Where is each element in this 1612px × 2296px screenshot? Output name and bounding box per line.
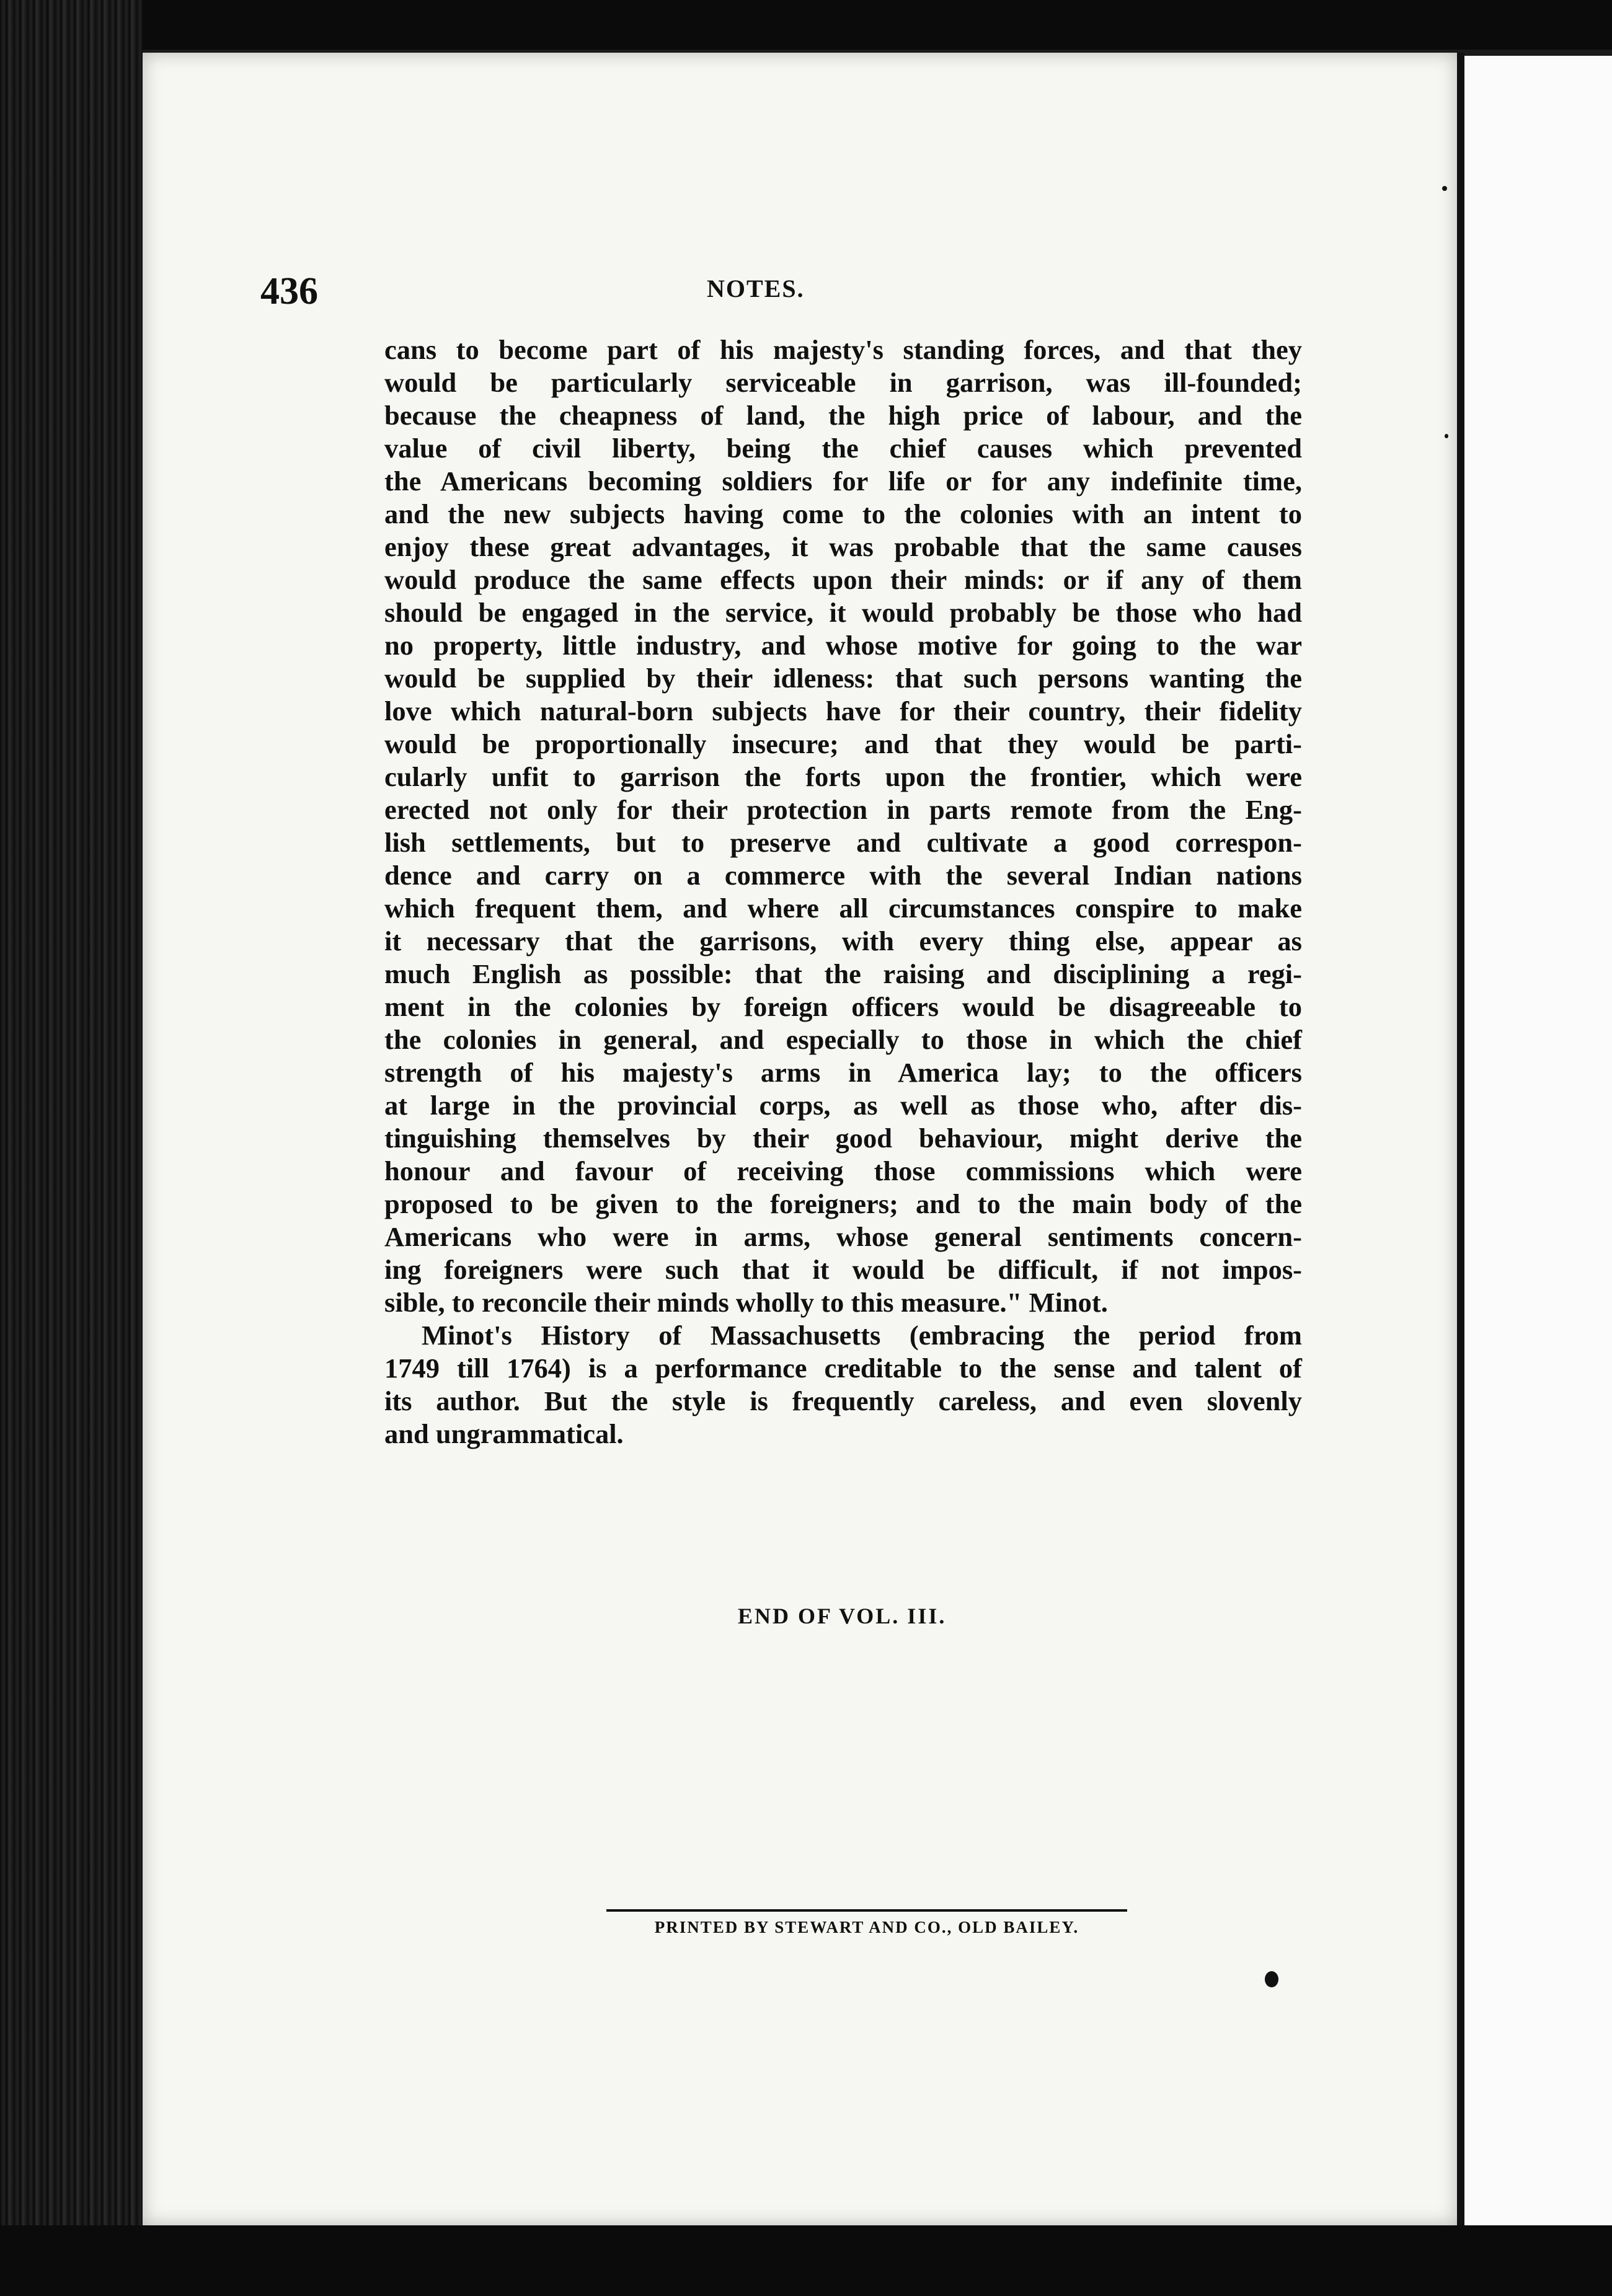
ink-spot	[1265, 1971, 1278, 1987]
text-line: no property, little industry, and whose motive for going to the war	[384, 630, 1302, 661]
text-line: cularly unfit to garrison the forts upon the frontier, which were	[384, 761, 1302, 792]
facing-page-edge	[1464, 56, 1612, 2225]
text-line: would be proportionally insecure; and that they would be parti-	[384, 728, 1302, 759]
text-line: at large in the provincial corps, as well as those who, after dis-	[384, 1090, 1302, 1121]
text-line: Minot's History of Massachusetts (embracing the period from	[422, 1320, 1302, 1351]
scan-border-left	[0, 0, 143, 2296]
text-line: ing foreigners were such that it would be difficult, if not impos-	[384, 1254, 1302, 1285]
text-line: would be supplied by their idleness: that such persons wanting the	[384, 663, 1302, 694]
text-line: the colonies in general, and especially to those in which the chief	[384, 1024, 1302, 1055]
text-line: and the new subjects having come to the colonies with an intent to	[384, 498, 1302, 529]
text-line: much English as possible: that the raising and disciplining a regi-	[384, 958, 1302, 989]
text-line: value of civil liberty, being the chief causes which prevented	[384, 433, 1302, 464]
page-gutter	[1457, 53, 1464, 2225]
text-line: which frequent them, and where all circumstances conspire to make	[384, 893, 1302, 924]
printer-rule	[606, 1909, 1127, 1912]
text-line: it necessary that the garrisons, with every thing else, appear as	[384, 925, 1302, 956]
printer-imprint: PRINTED BY STEWART AND CO., OLD BAILEY.	[654, 1918, 1079, 1936]
text-line: the Americans becoming soldiers for life or for any indefinite time,	[384, 466, 1302, 497]
text-line: and ungrammatical.	[384, 1418, 624, 1449]
end-of-volume-note: END OF VOL. III.	[738, 1604, 947, 1628]
text-line: lish settlements, but to preserve and cultivate a good correspon-	[384, 827, 1302, 858]
text-line: tinguishing themselves by their good behaviour, might derive the	[384, 1123, 1302, 1154]
page-number: 436	[260, 270, 318, 312]
text-line: love which natural-born subjects have for their country, their fidelity	[384, 695, 1302, 726]
running-head: NOTES.	[707, 275, 805, 302]
text-line: because the cheapness of land, the high price of labour, and the	[384, 400, 1302, 431]
text-line: would produce the same effects upon their minds: or if any of them	[384, 564, 1302, 595]
text-line: strength of his majesty's arms in America lay; to the officers	[384, 1057, 1302, 1088]
text-line: dence and carry on a commerce with the several Indian nations	[384, 860, 1302, 891]
text-line: erected not only for their protection in parts remote from the Eng-	[384, 794, 1302, 825]
ink-spot	[1442, 186, 1447, 191]
ink-spot	[1445, 434, 1448, 438]
text-line: sible, to reconcile their minds wholly to this measure." Minot.	[384, 1287, 1108, 1318]
notes-text-block	[384, 333, 1302, 1450]
text-line: proposed to be given to the foreigners; and to the main body of the	[384, 1188, 1302, 1219]
text-line: cans to become part of his majesty's standing forces, and that they	[384, 334, 1302, 365]
scan-border-top	[0, 0, 1612, 50]
text-line: enjoy these great advantages, it was probable that the same causes	[384, 531, 1302, 562]
text-line: should be engaged in the service, it would probably be those who had	[384, 597, 1302, 628]
text-line: 1749 till 1764) is a performance creditable to the sense and talent of	[384, 1353, 1302, 1384]
text-line: honour and favour of receiving those commissions which were	[384, 1155, 1302, 1186]
scan-border-bottom	[0, 2225, 1612, 2296]
text-line: its author. But the style is frequently careless, and even slovenly	[384, 1385, 1302, 1416]
text-line: would be particularly serviceable in garrison, was ill-founded;	[384, 367, 1302, 398]
text-line: ment in the colonies by foreign officers would be disagreeable to	[384, 991, 1302, 1022]
text-line: Americans who were in arms, whose general sentiments concern-	[384, 1221, 1302, 1252]
